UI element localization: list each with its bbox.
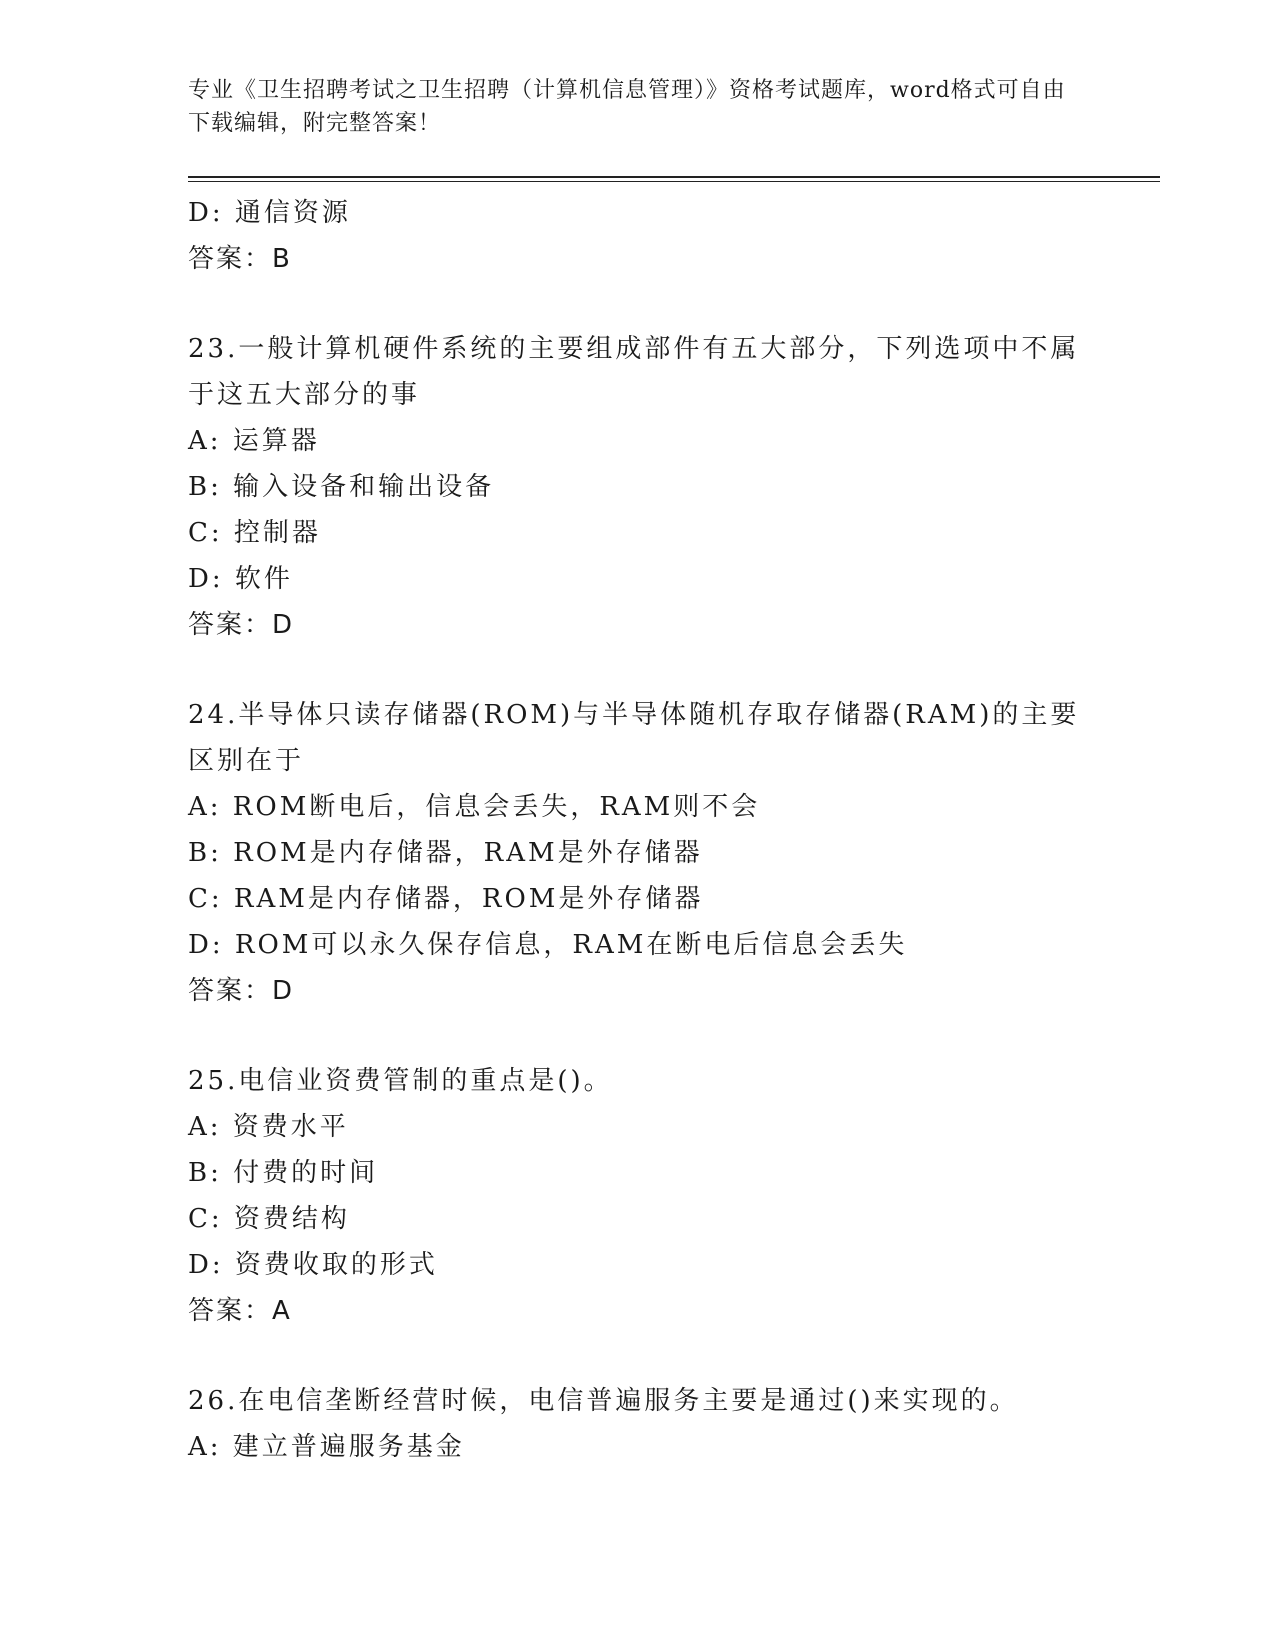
header-rule-thin — [188, 181, 1160, 182]
option-c: C: 资费结构 — [188, 1204, 350, 1234]
question-23 — [188, 326, 1088, 648]
question-22-tail — [188, 190, 1088, 282]
answer: 答案：D — [188, 610, 295, 640]
question-stem: 23.一般计算机硬件系统的主要组成部件有五大部分，下列选项中不属于这五大部分的事 — [188, 334, 1080, 410]
document-header: 专业《卫生招聘考试之卫生招聘（计算机信息管理）》资格考试题库，word格式可自由下载编辑，附完整答案！ — [188, 78, 1066, 136]
option-c: C: RAM是内存储器，ROM是外存储器 — [188, 884, 704, 914]
question-stem: 26.在电信垄断经营时候，电信普遍服务主要是通过()来实现的。 — [188, 1386, 1019, 1416]
option-d: D: 资费收取的形式 — [188, 1250, 438, 1280]
option-d: D: 软件 — [188, 564, 293, 594]
question-24 — [188, 692, 1088, 1014]
option-d: D: ROM可以永久保存信息，RAM在断电后信息会丢失 — [188, 930, 908, 960]
option-a: A: 建立普遍服务基金 — [188, 1432, 465, 1462]
option-a: A: 运算器 — [188, 426, 320, 456]
option-a: A: 资费水平 — [188, 1112, 349, 1142]
question-25 — [188, 1058, 1088, 1334]
option-b: B: ROM是内存储器，RAM是外存储器 — [188, 838, 703, 868]
option-c: C: 控制器 — [188, 518, 321, 548]
question-stem: 24.半导体只读存储器(ROM)与半导体随机存取存储器(RAM)的主要区别在于 — [188, 700, 1080, 776]
answer: 答案：B — [188, 244, 292, 274]
option-a: A: ROM断电后，信息会丢失，RAM则不会 — [188, 792, 761, 822]
question-stem: 25.电信业资费管制的重点是()。 — [188, 1066, 613, 1096]
option-b: B: 输入设备和输出设备 — [188, 472, 495, 502]
header-rule-thick — [188, 176, 1160, 178]
answer: 答案：D — [188, 976, 295, 1006]
option-b: B: 付费的时间 — [188, 1158, 379, 1188]
question-26 — [188, 1378, 1088, 1470]
option-d: D: 通信资源 — [188, 198, 351, 228]
answer: 答案：A — [188, 1296, 292, 1326]
question-list — [188, 190, 1088, 1470]
